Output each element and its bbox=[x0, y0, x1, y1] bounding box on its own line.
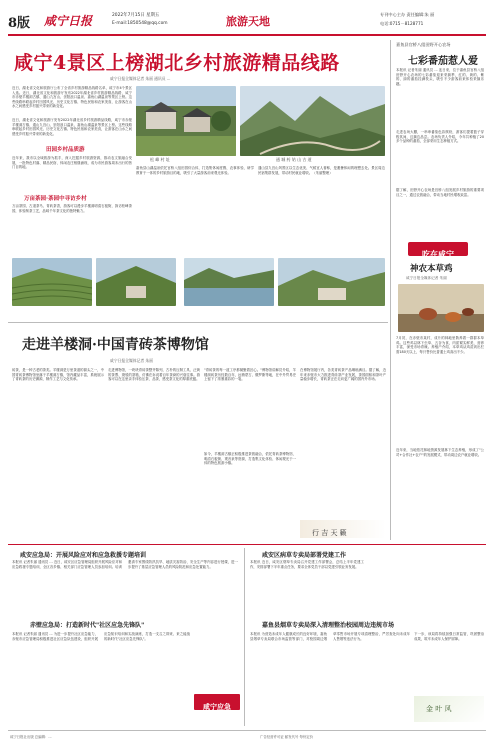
bottom-story-1-title: 咸安应急局：开展风险应对和应急救援专题培训 bbox=[20, 552, 147, 559]
tea-garden-photo-2 bbox=[96, 258, 176, 306]
bottom-story-4-title: 嘉鱼县烟草专卖局深入清理整治校园周边违规市场 bbox=[262, 622, 395, 629]
right-column-divider bbox=[390, 40, 391, 540]
bottom-story-3-title: 咸安区病草专卖局部署党建工作 bbox=[262, 552, 347, 559]
decorative-leaf bbox=[414, 696, 484, 722]
decorative-banner bbox=[300, 520, 386, 538]
main-body-5: 通山县九宫山风景区以生态优美、气候宜人著称，是避暑休闲的理想去处。景区周边民宿集群发展，带动村民就业增收。（朱丽整理） bbox=[258, 166, 385, 175]
footer-left: 咸宁日报社出版 总编辑：... bbox=[10, 735, 52, 739]
main-body-1: 近日，湖北省文化和旅游厅发布2022年湖北省乡村旅游精品线路，咸宁市赤壁羊楼洞古镇、通山九宫山、崇阳浪口温泉、嘉鱼山湖温泉等景区上榜。这些线路串联起乡村田园风光、历史文化古镇、特色民宿和农家美食，让游客在山水之间感受乡村振兴带来的新变化。 bbox=[12, 118, 132, 136]
divider-2 bbox=[8, 544, 486, 545]
second-body-5: 在博物馆展厅内，各类青砖茶产品琳琅满目。据了解，近年来赤壁市大力推进青砖茶产业发展，茶园面积和茶叶产量稳步增长，青砖茶正在走向更广阔的国内外市场。 bbox=[300, 368, 386, 382]
footer-rule bbox=[8, 730, 486, 731]
food-banner bbox=[408, 242, 468, 259]
village-photo bbox=[136, 86, 236, 156]
main-body-2: 近年来，我市以全域旅游为抓手，深入挖掘乡村旅游资源，推动农文旅融合发展，一批特色村落、精品民宿、休闲农庄相继涌现，成为市民游客周末出行的热门目的地。 bbox=[12, 156, 132, 170]
right-body-1: 本报讯 记者朱丽 通讯员 ... 连日来，位于嘉鱼县官桥八组田野开心农场的七彩番茄迎来采摘季，红的、黄的、紫的、绿的番茄挂满枝头，吸引不少游客前来体验采摘乐趣。 bbox=[396, 68, 484, 86]
bottom-story-1-body: 本报讯 记者朱丽 通讯员 ... 近日，咸安区应急管理局组织开展风险应对和应急救援专题培训，全区各乡镇、相关部门应急管理人员参加培训。培训邀请专家围绕防汛抗旱、地质灾害防治、安全生产等内容进行授课，进一步提升了基层应急管理人员的风险防范和应急处置能力。 bbox=[12, 560, 238, 569]
second-headline: 走进羊楼洞·中国青砖茶博物馆 bbox=[22, 337, 209, 353]
masthead bbox=[8, 6, 486, 36]
footer-right: 广告经营许可证 邮发代号 每份定价 bbox=[260, 735, 314, 739]
second-byline: 咸宁日报全媒体记者 朱丽 bbox=[110, 358, 153, 363]
second-body-2: 走进博物馆，一块块青砖茶整齐陈列，古朴的压制工具、泛黄的茶票、斑驳的茶箱，仿佛在诉说着百年茶商的兴衰往事。游客可以在这里亲手体验压茶、品茶，感受茶文化的厚重底蕴。 bbox=[108, 368, 200, 382]
editor-line: 专刊中心主办 责任编辑:朱 丽 bbox=[380, 12, 435, 17]
page-number: 8版 bbox=[8, 16, 31, 31]
main-body-4: 嘉鱼县山湖温泉依托官桥八组田园综合体，打造集休闲度假、农事体验、研学教育于一体的乡村旅游目的地，吸引了大量游客前来观光体验。 bbox=[136, 166, 254, 175]
photo-caption-2: 通 城 药 姑 山 古 道 bbox=[276, 157, 312, 162]
food-body-1: 7月初，在赤壁市某村，成片的林地里散养着一群群本草鸡。这些鸡以林下虫草、五谷为食，肉质紧实鲜美，营养丰富，深受市场青睐。养殖户介绍，本草鸡从鸡苗到出栏需180天以上，每只售价比普通土鸡高出不少。 bbox=[396, 336, 484, 354]
emergency-banner-text: 咸宁应急 bbox=[203, 703, 231, 711]
bottom-divider bbox=[244, 548, 245, 726]
right-headline: 七彩番茄惹人爱 bbox=[408, 56, 478, 67]
paper-name: 咸宁日报 bbox=[44, 14, 93, 28]
tea-garden-photo-1 bbox=[12, 258, 92, 306]
food-title: 神农本草鸡 bbox=[410, 264, 453, 274]
issue-date: 2022年7月15日 星期五 bbox=[112, 13, 160, 18]
section-title: 旅游天地 bbox=[226, 15, 270, 28]
right-body-3: 据了解，田野开心农场是官桥八组发展乡村旅游的重要项目之一，通过农旅融合，带动当地村民增收致富。 bbox=[396, 188, 484, 197]
subhead-2: 万亩茶园·茶园中寻访乡村 bbox=[24, 196, 87, 202]
lake-photo bbox=[184, 258, 274, 306]
emergency-banner bbox=[194, 694, 240, 710]
main-body-3: 万亩茶园、古道茶马、青砖茶香，游客可以漫步羊楼洞明清石板街，探访松峰茶园，体验制茶工艺，品味千年茶文化的独特魅力。 bbox=[12, 204, 132, 213]
food-byline: 咸宁日报全媒体记者 朱丽 bbox=[406, 276, 447, 280]
photo-caption-1: 松 峰 村 址 bbox=[150, 157, 170, 162]
bottom-story-4-body: 本报讯 为营造未成年人健康成长的良好环境，嘉鱼县烟草专卖局联合市场监管等部门，对校园周边烟草零售市场开展专项清理整治，严厉查处向未成年人售烟等违法行为。 bbox=[250, 632, 410, 641]
mountain-photo bbox=[240, 86, 385, 156]
divider-1 bbox=[8, 322, 388, 323]
second-body-4: 如今，羊楼洞古镇正积极推进茶旅融合，依托青砖茶博物馆、明清石板街、观音泉等资源，打造集文化体验、休闲观光于一体的特色旅游小镇。 bbox=[204, 452, 296, 466]
decorative-leaf-text: 金 叶 风 bbox=[426, 705, 452, 713]
bottom-right-note: 下一步，该局将持续加强日常监管，巩固整治成果，筑牢未成年人保护屏障。 bbox=[414, 632, 484, 641]
main-headline: 咸宁4景区上榜湖北乡村旅游精品线路 bbox=[14, 52, 340, 74]
second-body-3: "青砖茶的每一道工序都凝聚着匠心。"博物馆讲解员介绍，羊楼洞砖茶历经数百年，远销蒙古、俄罗斯等地，在中外贸易史上留下了浓墨重彩的一笔。 bbox=[204, 368, 296, 382]
main-intro: 近日，湖北省文化和旅游厅公布了全省乡村旅游精品线路名单，咸宁市4个景区入选。近日，湖北省文化和旅游厅发布2022年湖北省乡村旅游精品线路，咸宁市赤壁羊楼洞古镇、通山九宫山、崇阳浪口温泉、嘉鱼山湖温泉等景区上榜。这些线路串联起乡村田园风光、历史文化古镇、特色民宿和农家美食，让游客在山水之间感受乡村振兴带来的新变化。 bbox=[12, 86, 132, 109]
right-body-2: 走进农场大棚，一串串番茄色彩缤纷，游客们提着篮子穿梭其间，边摘边品尝。农场负责人介绍，今年共种植了20多个品种的番茄，全部采用生态种植方式。 bbox=[396, 130, 484, 144]
second-body-1: 砖茶，是一种古老的茶类。羊楼洞是万里茶道的源头之一，中国青砖茶博物馆坐落于羊楼洞古镇，馆内藏品丰富，系统展示了青砖茶的历史渊源、制作工艺与文化传承。 bbox=[12, 368, 104, 382]
bottom-story-2-title: 赤壁应急局：打造新时代"社区应急先锋队" bbox=[30, 622, 145, 629]
bottom-story-2-body: 本报讯 记者朱丽 通讯员 ... 为进一步提升社区应急能力，赤壁市应急管理局积极推进社区应急队伍建设，组织开展应急知识培训和实战演练，打造一支召之即来、来之能战的新时代"社区应急先锋队"。 bbox=[12, 632, 190, 641]
village-photo-2 bbox=[278, 258, 385, 306]
bottom-story-3-body: 本报讯 近日，咸安区烟草专卖局召开党建工作部署会，总结上半年党建工作，安排部署下半年重点任务，要求全体党员干部以党建引领业务发展。 bbox=[250, 560, 364, 569]
food-body-2: 近年来，当地依托林地资源发展林下生态养殖，形成了"公司+合作社+农户"的发展模式，带动周边农户就业增收。 bbox=[396, 448, 484, 457]
email: E-mail:1850548@qq.com bbox=[112, 21, 168, 26]
subhead-1: 田园乡村品质游 bbox=[46, 147, 85, 153]
right-kicker: 嘉鱼县官桥八组田野开心农场 bbox=[396, 42, 451, 47]
chicken-photo bbox=[398, 284, 484, 332]
main-byline: 咸宁日报全媒体记者 朱丽 通讯员 ... bbox=[110, 76, 171, 81]
decorative-text: 行 吉 天 籁 bbox=[312, 529, 347, 537]
food-banner-text: 吃在咸宁 bbox=[422, 249, 454, 259]
phone-line: 电话:0715－8128771 bbox=[380, 21, 424, 26]
